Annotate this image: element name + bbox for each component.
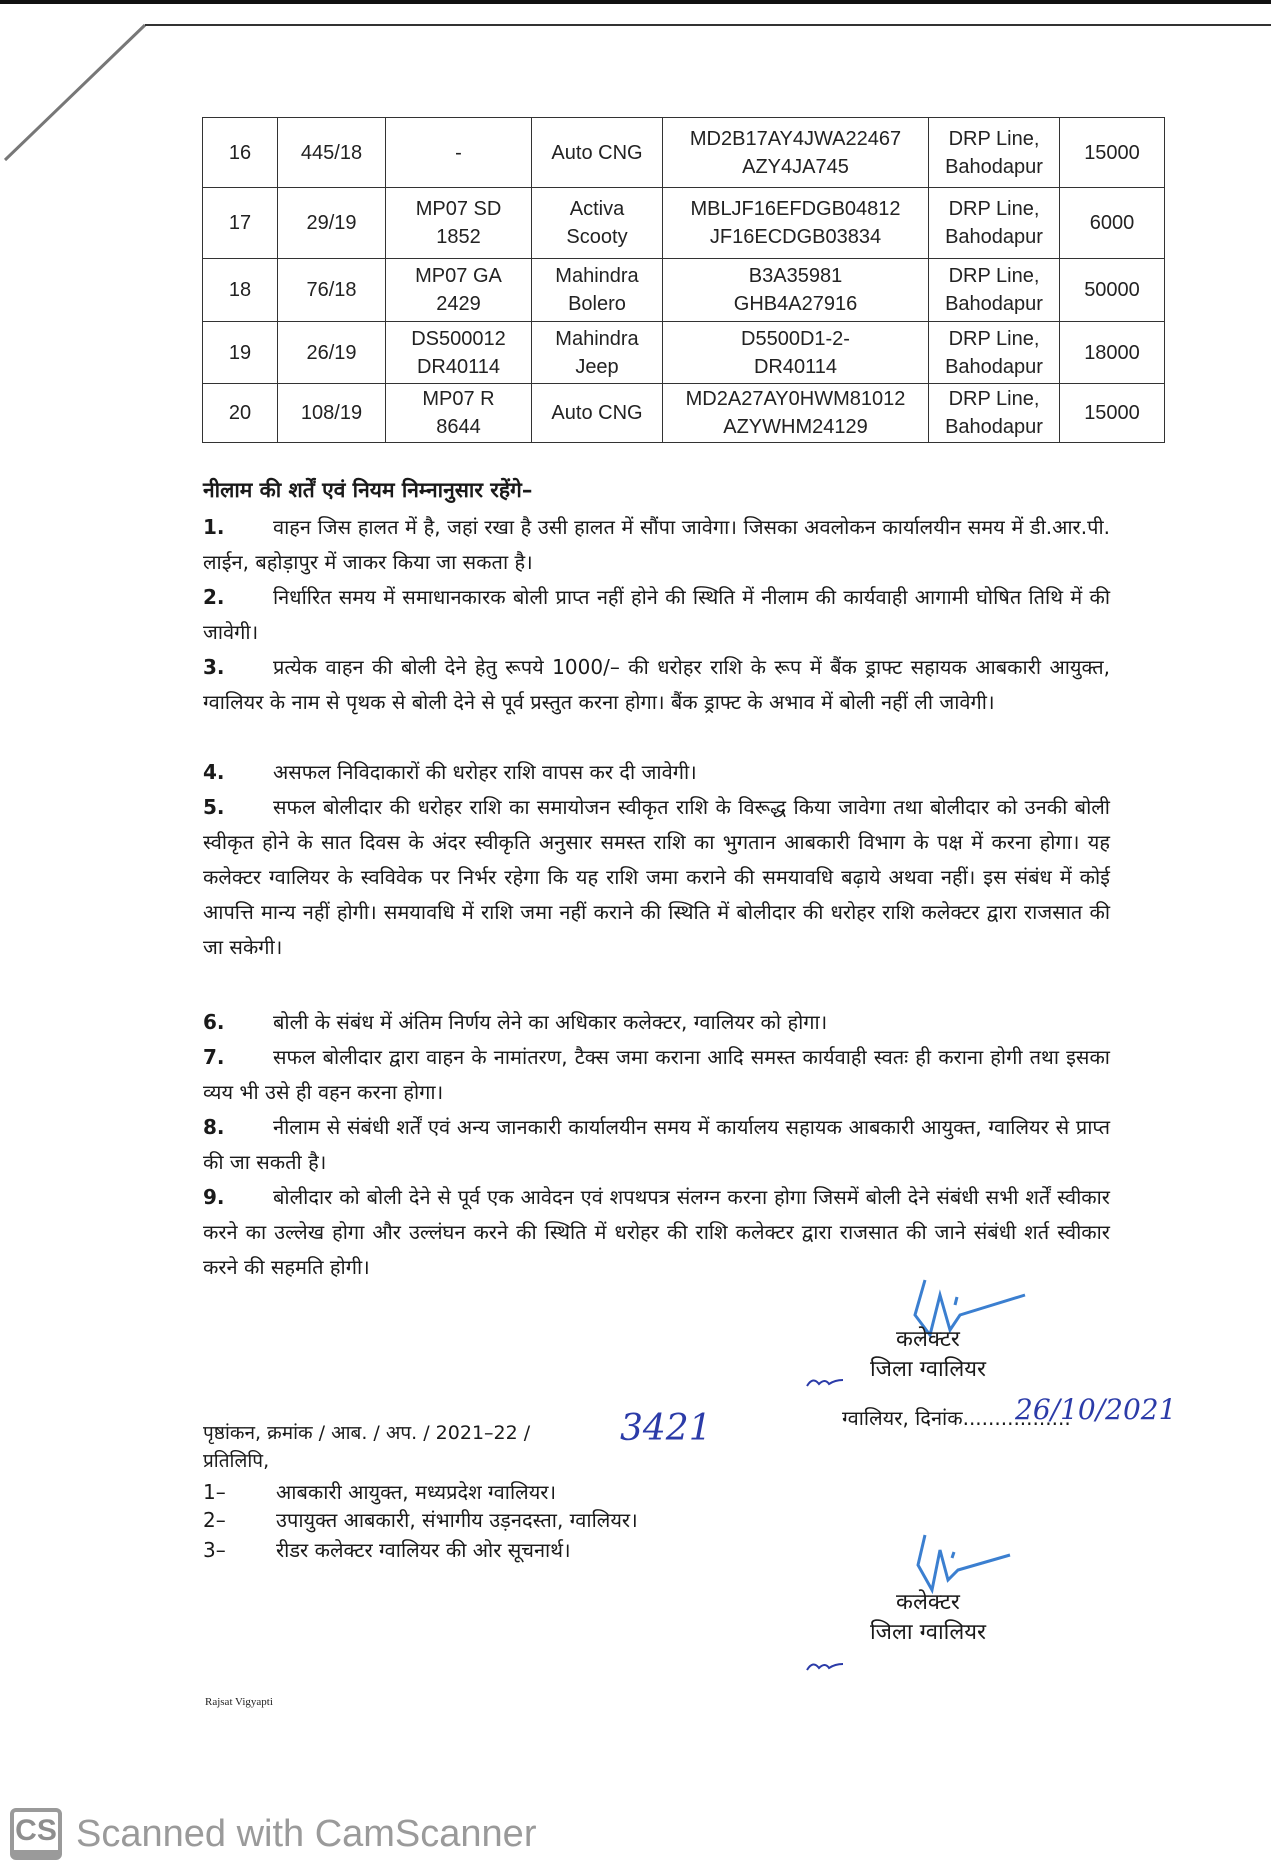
term-item — [203, 1005, 1110, 1040]
copy-recipient — [203, 1478, 556, 1505]
term-item — [203, 650, 1110, 720]
location-line: DRP Line, — [948, 265, 1040, 287]
registration-number-cell — [386, 384, 532, 443]
term-item — [203, 1180, 1110, 1285]
amount-cell: 18000 — [1060, 322, 1165, 384]
chassis-engine-cell — [663, 322, 929, 384]
chassis-engine-cell — [663, 118, 929, 188]
copy-number: 1– — [203, 1480, 226, 1504]
vehicle-type-line: Auto CNG — [551, 141, 643, 164]
serial-number-cell: 18 — [203, 259, 278, 322]
serial-number-cell: 20 — [203, 384, 278, 443]
location-cell — [929, 384, 1060, 443]
chassis-engine-line: MBLJF16EFDGB04812 — [690, 198, 901, 220]
location-line: DRP Line, — [948, 127, 1040, 150]
copy-text: आबकारी आयुक्त, मध्यप्रदेश ग्वालियर। — [276, 1480, 557, 1504]
location-cell — [929, 259, 1060, 322]
camscanner-text: Scanned with CamScanner — [76, 1812, 537, 1855]
term-item — [203, 1040, 1110, 1110]
registration-number-line: 1852 — [436, 226, 481, 248]
registration-number-line: MP07 R — [422, 388, 495, 410]
amount-cell: 15000 — [1060, 118, 1165, 188]
signatory-district: जिला ग्वालियर — [869, 1620, 987, 1645]
term-text: बोलीदार को बोली देने से पूर्व एक आवेदन एवं शपथपत्र संलग्न करना होगा जिसमें बोली देने संबंधी सभी शर्तें स्वीकार करने का उल्लेख होगा और उल्लंघन करने की स्थिति में धरोहर की राशि कलेक्टर द्वारा राजसात की जाने संबंधी शर्त स्वीकार करने की सहमति होगी। — [203, 1185, 1110, 1279]
chassis-engine-cell — [663, 384, 929, 443]
term-item — [203, 1110, 1110, 1180]
table-row — [203, 384, 1165, 443]
registration-number-line: MP07 GA — [415, 265, 502, 287]
registration-number-line: 2429 — [436, 293, 481, 315]
vehicle-type-line: Bolero — [568, 293, 626, 315]
vehicle-type-line: Scooty — [566, 226, 628, 248]
registration-number-line: DS500012 — [411, 327, 506, 350]
vehicle-type-cell — [532, 118, 663, 188]
copy-label: प्रतिलिपि, — [203, 1450, 270, 1472]
case-number-cell: 108/19 — [278, 384, 386, 443]
signature-block-1 — [848, 1325, 1008, 1385]
term-number: 9. — [203, 1185, 225, 1209]
term-number: 2. — [203, 585, 225, 609]
location-line: Bahodapur — [945, 416, 1043, 438]
registration-number-line: MP07 SD — [415, 198, 502, 220]
term-number: 8. — [203, 1115, 225, 1139]
vehicle-type-cell — [532, 384, 663, 443]
handwritten-ref-number: 3421 — [620, 1408, 712, 1449]
term-text: असफल निविदाकारों की धरोहर राशि वापस कर दी जावेगी। — [273, 760, 697, 784]
table-row — [203, 118, 1165, 188]
term-text: सफल बोलीदार द्वारा वाहन के नामांतरण, टैक्स जमा कराना आदि समस्त कार्यवाही स्वतः ही कराना होगी तथा इसका व्यय भी उसे ही वहन करना होगा। — [203, 1045, 1110, 1104]
camscanner-watermark — [10, 1806, 536, 1862]
vehicle-type-cell — [532, 322, 663, 384]
table-row — [203, 188, 1165, 259]
table-row — [203, 322, 1165, 384]
endorsement-reference: पृष्ठांकन, क्रमांक / आब. / अप. / 2021–22 / — [203, 1422, 531, 1444]
page-fold-corner — [0, 0, 160, 170]
chassis-engine-line: DR40114 — [753, 355, 838, 378]
chassis-engine-line: GHB4A27916 — [733, 293, 858, 315]
initials-scribble-2 — [805, 1658, 845, 1674]
term-text: सफल बोलीदार की धरोहर राशि का समायोजन स्वीकृत राशि के विरूद्ध किया जावेगा तथा बोलीदार को उनकी बोली स्वीकृत होने के सात दिवस के अंदर स्वीकृति अनुसार समस्त राशि का भुगतान आबकारी विभाग के पक्ष में करना होगा। यह कलेक्टर ग्वालियर के स्वविवेक पर निर्भर रहेगा कि यह राशि जमा कराने की समयावधि बढ़ाये अथवा नहीं। इस संबंध में कोई आपत्ति मान्य नहीं होगी। समयावधि में राशि जमा नहीं कराने की स्थिति में बोलीदार की धरोहर राशि कलेक्टर द्वारा राजसात की जा सकेगी। — [203, 795, 1110, 959]
registration-number-line: - — [455, 141, 462, 164]
case-number-cell: 76/18 — [278, 259, 386, 322]
vehicle-type-line: Mahindra — [555, 265, 639, 287]
chassis-engine-line: D5500D1-2- — [741, 327, 850, 350]
case-number-cell: 445/18 — [278, 118, 386, 188]
vehicle-type-cell — [532, 259, 663, 322]
date-label: ग्वालियर, दिनांक................. — [842, 1406, 1071, 1430]
location-line: DRP Line, — [948, 388, 1040, 410]
term-item — [203, 510, 1110, 580]
copy-recipient — [203, 1506, 638, 1533]
case-number-cell: 26/19 — [278, 322, 386, 384]
vehicle-type-line: Mahindra — [555, 327, 639, 350]
serial-number-cell: 19 — [203, 322, 278, 384]
location-line: Bahodapur — [945, 293, 1043, 315]
page-edge-line — [145, 24, 1271, 26]
registration-number-line: DR40114 — [416, 355, 501, 378]
term-number: 3. — [203, 655, 225, 679]
term-text: प्रत्येक वाहन की बोली देने हेतु रूपये 1000/– की धरोहर राशि के रूप में बैंक ड्राफ्ट सहायक आबकारी आयुक्त, ग्वालियर के नाम से पृथक से बोली देने से पूर्व प्रस्तुत करना होगा। बैंक ड्राफ्ट के अभाव में बोली नहीं ली जावेगी। — [203, 655, 1110, 714]
scan-top-edge — [0, 0, 1271, 4]
signatory-title: कलेक्टर — [896, 1327, 960, 1352]
registration-number-line: 8644 — [436, 416, 481, 438]
term-number: 5. — [203, 795, 225, 819]
vehicle-type-line: Auto CNG — [551, 402, 643, 424]
location-line: Bahodapur — [945, 155, 1043, 178]
vehicle-type-cell — [532, 188, 663, 259]
copy-text: रीडर कलेक्टर ग्वालियर की ओर सूचनार्थ। — [276, 1538, 571, 1562]
chassis-engine-line: AZYWHM24129 — [723, 416, 868, 438]
term-text: वाहन जिस हालत में है, जहां रखा है उसी हालत में सौंपा जावेगा। जिसका अवलोकन कार्यालयीन समय में डी.आर.पी. लाईन, बहोड़ापुर में जाकर किया जा सकता है। — [203, 515, 1110, 574]
camscanner-logo-icon: CS — [10, 1808, 62, 1860]
vehicle-auction-table — [202, 117, 1165, 443]
copy-recipient — [203, 1536, 571, 1563]
term-item — [203, 790, 1110, 965]
term-item — [203, 580, 1110, 650]
term-number: 7. — [203, 1045, 225, 1069]
chassis-engine-line: B3A35981 — [748, 265, 843, 287]
location-line: Bahodapur — [945, 355, 1043, 378]
initials-scribble-1 — [805, 1374, 845, 1390]
term-text: बोली के संबंध में अंतिम निर्णय लेने का अधिकार कलेक्टर, ग्वालियर को होगा। — [273, 1010, 828, 1034]
footer-note: Rajsat Vigyapti — [205, 1696, 273, 1708]
term-number: 4. — [203, 760, 225, 784]
serial-number-cell: 17 — [203, 188, 278, 259]
chassis-engine-line: MD2B17AY4JWA22467 — [689, 127, 902, 150]
case-number-cell: 29/19 — [278, 188, 386, 259]
chassis-engine-cell — [663, 259, 929, 322]
terms-heading: नीलाम की शर्तें एवं नियम निम्नानुसार रहेंगे– — [203, 478, 533, 502]
term-text: निर्धारित समय में समाधानकारक बोली प्राप्त नहीं होने की स्थिति में नीलाम की कार्यवाही आगामी घोषित तिथि में की जावेगी। — [203, 585, 1110, 644]
term-number: 1. — [203, 515, 225, 539]
amount-cell: 6000 — [1060, 188, 1165, 259]
term-text: नीलाम से संबंधी शर्तें एवं अन्य जानकारी कार्यालयीन समय में कार्यालय सहायक आबकारी आयुक्त, ग्वालियर से प्राप्त की जा सकती है। — [203, 1115, 1110, 1174]
amount-cell: 50000 — [1060, 259, 1165, 322]
registration-number-cell — [386, 118, 532, 188]
registration-number-cell — [386, 259, 532, 322]
chassis-engine-line: JF16ECDGB03834 — [709, 226, 882, 248]
registration-number-cell — [386, 322, 532, 384]
copy-text: उपायुक्त आबकारी, संभागीय उड़नदस्ता, ग्वालियर। — [276, 1508, 638, 1532]
location-cell — [929, 188, 1060, 259]
term-number: 6. — [203, 1010, 225, 1034]
signatory-district: जिला ग्वालियर — [869, 1357, 987, 1382]
copy-number: 2– — [203, 1508, 226, 1532]
location-line: DRP Line, — [948, 198, 1040, 220]
serial-number-cell: 16 — [203, 118, 278, 188]
chassis-engine-line: AZY4JA745 — [742, 155, 849, 178]
signature-block-2 — [848, 1588, 1008, 1648]
registration-number-cell — [386, 188, 532, 259]
copy-number: 3– — [203, 1538, 226, 1562]
vehicle-type-line: Jeep — [575, 355, 619, 378]
location-cell — [929, 118, 1060, 188]
term-item — [203, 755, 1110, 790]
signatory-title: कलेक्टर — [896, 1590, 960, 1615]
handwritten-date: 26/10/2021 — [1015, 1393, 1177, 1426]
location-line: DRP Line, — [948, 327, 1040, 350]
chassis-engine-line: MD2A27AY0HWM81012 — [685, 388, 906, 410]
location-cell — [929, 322, 1060, 384]
table-row — [203, 259, 1165, 322]
chassis-engine-cell — [663, 188, 929, 259]
location-line: Bahodapur — [945, 226, 1043, 248]
vehicle-type-line: Activa — [569, 198, 625, 220]
amount-cell: 15000 — [1060, 384, 1165, 443]
